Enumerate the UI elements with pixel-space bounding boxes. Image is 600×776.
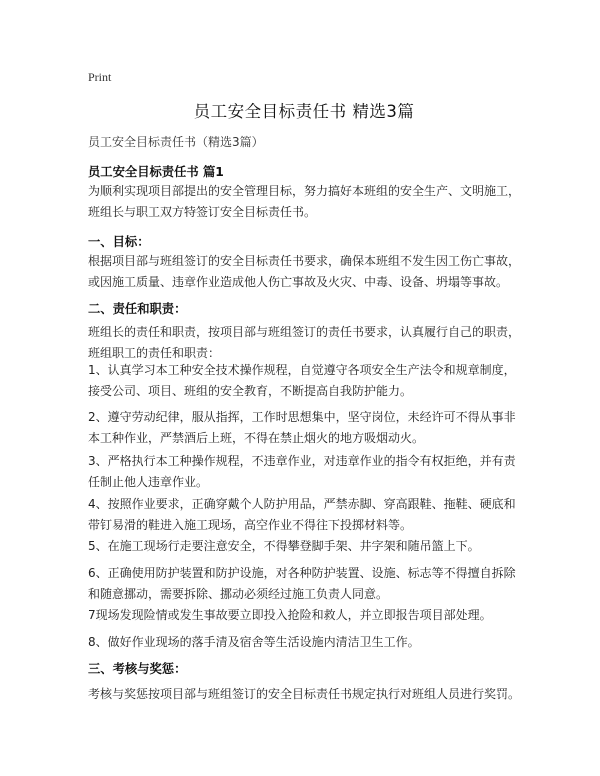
intro-paragraph — [88, 181, 520, 223]
text-line: 为顺利实现项目部提出的安全管理目标，努力搞好本班组的安全生产、文明施工， — [88, 184, 520, 198]
text-line: 接受公司、项目、班组的安全教育，不断提高自我防护能力。 — [88, 384, 413, 398]
duty-heading: 二、责任和职责： — [88, 302, 187, 316]
text-line: 8、做好作业现场的落手清及宿舍等生活设施内清洁卫生工作。 — [88, 635, 420, 649]
text-line: 3、严格执行本工种操作规程，不违章作业，对违章作业的指令有权拒绝，并有责 — [88, 454, 516, 468]
text-line: 本工种作业，严禁酒后上班，不得在禁止烟火的地方吸烟动火。 — [88, 431, 425, 445]
review-heading: 三、考核与奖惩： — [88, 662, 187, 676]
section-heading: 员工安全目标责任书 篇1 — [88, 165, 224, 179]
text-line: 7现场发现险情或发生事故要立即投入抢险和救人，并立即报告项目部处理。 — [88, 608, 492, 622]
text-line: 1、认真学习本工种安全技术操作规程，自觉遵守各项安全生产法令和规章制度， — [88, 363, 516, 377]
text-line: 班组长的责任和职责，按项目部与班组签订的责任书要求，认真履行自己的职责， — [88, 325, 520, 339]
text-line: 考核与奖惩按项目部与班组签订的安全目标责任书规定执行对班组人员进行奖罚。 — [88, 687, 520, 701]
duty-item-4 — [88, 494, 520, 536]
duty-item-2 — [88, 407, 520, 449]
text-line: 班组职工的责任和职责： — [88, 346, 221, 360]
duty-item-1 — [88, 360, 520, 402]
text-line: 根据项目部与班组签订的安全目标责任书要求，确保本班组不发生因工伤亡事故， — [88, 254, 520, 268]
print-label: Print — [88, 70, 112, 84]
duty-item-7 — [88, 605, 520, 626]
text-line: 或因施工质量、违章作业造成他人伤亡事故及火灾、中毒、设备、坍塌等事故。 — [88, 275, 509, 289]
text-line: 班组长与职工双方特签订安全目标责任书。 — [88, 205, 317, 219]
document-title: 员工安全目标责任书 精选3篇 — [193, 102, 415, 121]
text-line: 4、按照作业要求，正确穿戴个人防护用品，严禁赤脚、穿高跟鞋、拖鞋、硬底和 — [88, 497, 516, 511]
goal-heading: 一、目标： — [88, 235, 150, 249]
goal-paragraph — [88, 251, 520, 293]
review-paragraph — [88, 684, 520, 705]
duty-item-3 — [88, 451, 520, 493]
text-line: 和随意挪动，需要拆除、挪动必须经过施工负责人同意。 — [88, 587, 389, 601]
document-subtitle: 员工安全目标责任书（精选3篇） — [88, 135, 264, 149]
text-line: 2、遵守劳动纪律，服从指挥，工作时思想集中，坚守岗位，未经许可不得从事非 — [88, 410, 516, 424]
text-line: 带钉易滑的鞋进入施工现场，高空作业不得往下投掷材料等。 — [88, 518, 413, 532]
text-line: 5、在施工现场行走要注意安全，不得攀登脚手架、井字架和随吊篮上下。 — [88, 539, 480, 553]
text-line: 6、正确使用防护装置和防护设施，对各种防护装置、设施、标志等不得擅自拆除 — [88, 566, 516, 580]
text-line: 任制止他人违章作业。 — [88, 475, 209, 489]
duty-item-6 — [88, 563, 520, 605]
duty-item-8 — [88, 632, 520, 653]
duty-item-5 — [88, 536, 520, 557]
duty-paragraph — [88, 322, 520, 364]
